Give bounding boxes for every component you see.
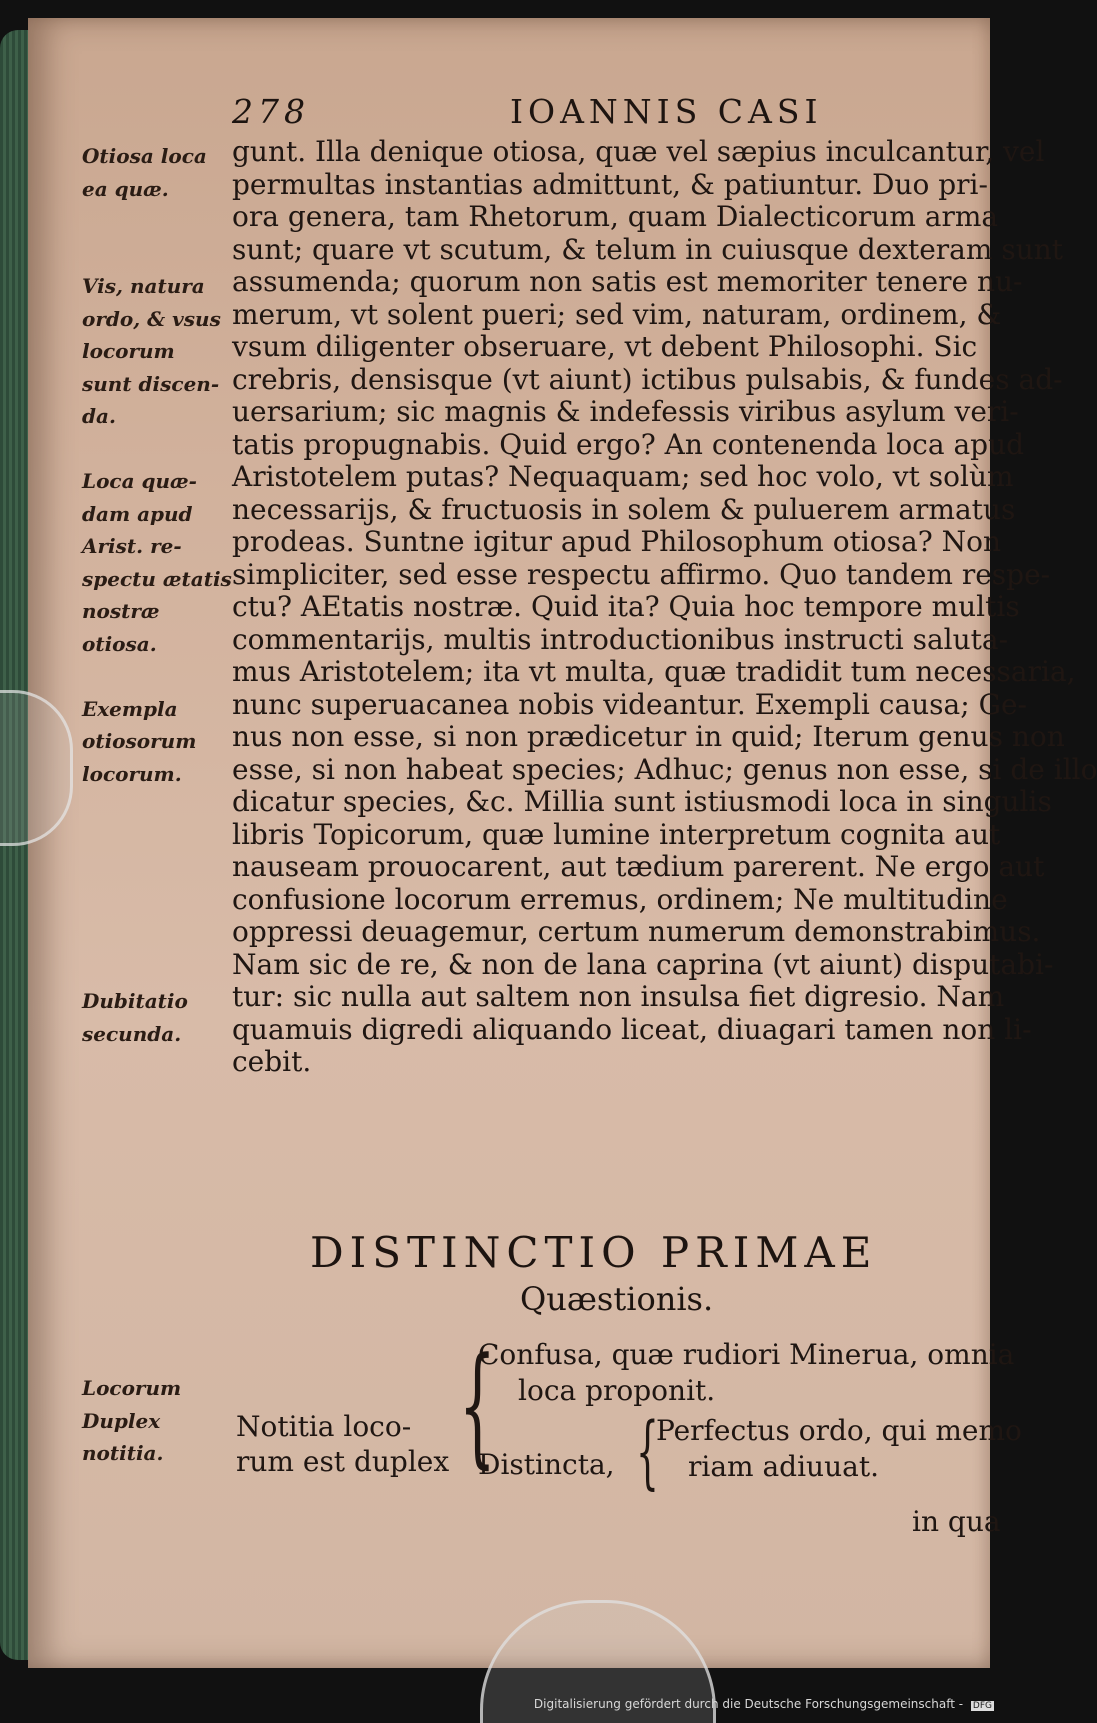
text-line: Aristotelem putas? Nequaquam; sed hoc volo, vt solùm	[232, 460, 1014, 493]
margin-note-line: Otiosa loca	[82, 144, 207, 168]
margin-note	[82, 693, 232, 791]
margin-note-line: otiosa.	[82, 631, 157, 656]
main-text	[232, 135, 1097, 1079]
text-line: crebris, densisque (vt aiunt) ictibus pulsabis, & fundes ad-	[232, 362, 1063, 396]
margin-note-line: Arist. re-	[82, 534, 182, 558]
margin-note-line: Exempla	[82, 696, 178, 721]
text-line: assumenda; quorum non satis est memoriter tenere nu-	[232, 265, 1023, 298]
margin-note	[82, 465, 232, 660]
text-line: nunc superuacanea nobis videantur. Exempli causa; Ge-	[232, 687, 1027, 721]
text-line: tatis propugnabis. Quid ergo? An contenenda loca apud	[232, 427, 1025, 461]
table-margin-note	[82, 1372, 232, 1470]
text-line: mus Aristotelem; ita vt multa, quæ tradidit tum necessaria,	[232, 655, 1076, 688]
table-confusa-line2: loca proponit.	[518, 1374, 716, 1407]
digitization-credit	[534, 1697, 994, 1711]
margin-note	[82, 140, 232, 205]
text-line: esse, si non habeat species; Adhuc; genus non esse, si de illo	[232, 752, 1097, 786]
margin-note-line: locorum.	[82, 761, 182, 786]
margin-note	[82, 985, 232, 1050]
text-line: ora genera, tam Rhetorum, quam Dialecticorum arma	[232, 200, 999, 233]
section-title: DISTINCTIO PRIMAE	[310, 1228, 878, 1277]
margin-note-line: otiosorum	[82, 729, 197, 753]
margin-note-line: nostræ	[82, 599, 160, 623]
margin-note-line: ea quæ.	[82, 176, 169, 201]
text-line: permultas instantias admittunt, & patiuntur. Duo pri-	[232, 167, 988, 201]
margin-note-line: locorum	[82, 339, 175, 363]
table-margin-line: Duplex	[82, 1408, 161, 1433]
text-line: commentarijs, multis introductionibus instructi saluta-	[232, 622, 1009, 656]
text-line: libris Topicorum, quæ lumine interpretum cognita aut	[232, 817, 1001, 851]
section-subtitle: Quæstionis.	[520, 1280, 714, 1318]
text-line: merum, vt solent pueri; sed vim, naturam, ordinem, &	[232, 297, 1002, 331]
margin-note-line: ordo, & vsus	[82, 306, 221, 331]
table-perfectus-line1: Perfectus ordo, qui memo	[656, 1414, 1022, 1447]
text-line: confusione locorum erremus, ordinem; Ne multitudine	[232, 882, 1008, 916]
table-distincta: Distincta,	[478, 1448, 615, 1481]
table-margin-line: notitia.	[82, 1441, 164, 1465]
table-root-line1: Notitia loco-	[236, 1410, 412, 1443]
dfg-logo-icon: DFG	[972, 1701, 992, 1711]
text-line: necessarijs, & fructuosis in solem & puluerem armatus	[232, 492, 1016, 526]
text-line: nus non esse, si non prædicetur in quid; Iterum genus non	[232, 720, 1065, 753]
page-number: 278	[232, 92, 310, 131]
text-line: oppressi deuagemur, certum numerum demonstrabimus.	[232, 915, 1041, 948]
table-perfectus-line2: riam adiuuat.	[688, 1450, 879, 1483]
credit-text: Digitalisierung gefördert durch die Deutsche Forschungsgemeinschaft -	[533, 1697, 964, 1711]
margin-note-line: spectu ætatis	[82, 566, 232, 591]
margin-note-line: Loca quæ-	[82, 469, 197, 493]
margin-note-line: Vis, natura	[82, 274, 205, 298]
text-line: quamuis digredi aliquando liceat, diuagari tamen non li-	[232, 1012, 1032, 1046]
margin-note-line: Dubitatio	[82, 989, 188, 1013]
brace-distincta: {	[635, 1405, 659, 1498]
running-head: IOANNIS CASI	[510, 92, 823, 131]
text-line: gunt. Illa denique otiosa, quæ vel sæpius inculcantur, vel	[232, 135, 1045, 168]
table-confusa-line1: Confusa, quæ rudiori Minerua, omnia	[478, 1338, 1015, 1371]
text-line: prodeas. Suntne igitur apud Philosophum otiosa? Non	[232, 525, 1002, 558]
margin-note	[82, 270, 232, 433]
margin-note-line: sunt discen-	[82, 371, 220, 396]
text-line: simpliciter, sed esse respectu affirmo. Quo tandem respe-	[232, 557, 1051, 591]
text-line: cebit.	[232, 1045, 312, 1078]
text-line: sunt; quare vt scutum, & telum in cuiusque dexteram sunt	[232, 232, 1064, 266]
text-line: Nam sic de re, & non de lana caprina (vt aiunt) disputabi-	[232, 947, 1054, 981]
text-line: vsum diligenter obseruare, vt debent Philosophi. Sic	[232, 330, 978, 363]
text-line: nauseam prouocarent, aut tædium parerent. Ne ergo aut	[232, 850, 1045, 883]
text-line: uersarium; sic magnis & indefessis viribus asylum veri-	[232, 395, 1019, 428]
table-margin-line: Locorum	[82, 1376, 182, 1400]
text-line: ctu? AEtatis nostræ. Quid ita? Quia hoc tempore multis	[232, 590, 1020, 623]
table-root-line2: rum est duplex	[236, 1445, 450, 1478]
brace-main: {	[458, 1329, 496, 1481]
text-line: dicatur species, &c. Millia sunt istiusmodi loca in singulis	[232, 785, 1052, 818]
text-line: tur: sic nulla aut saltem non insulsa fiet digresio. Nam	[232, 980, 1005, 1013]
catchword: in qua	[912, 1505, 1001, 1538]
page-header	[232, 92, 832, 132]
margin-note-line: dam apud	[82, 501, 193, 526]
margin-note-line: da.	[82, 404, 116, 428]
margin-note-line: secunda.	[82, 1021, 182, 1046]
